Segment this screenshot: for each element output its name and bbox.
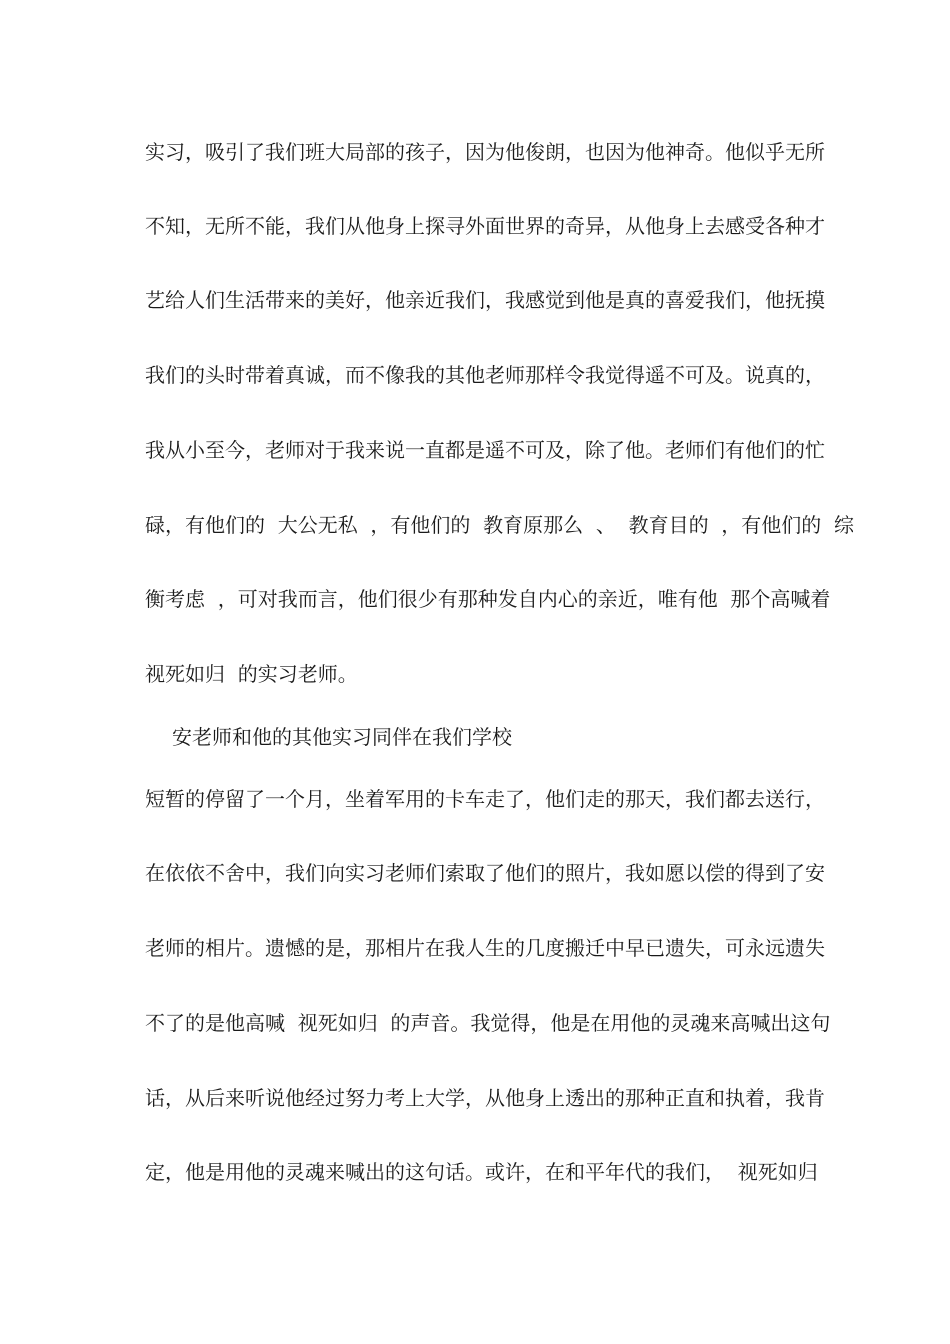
text-line: 不知，无所不能，我们从他身上探寻外面世界的奇异，从他身上去感受各种才 (145, 214, 825, 238)
text-line: 短暂的停留了一个月，坐着军用的卡车走了，他们走的那天，我们都去送行， (145, 787, 825, 811)
text-line: 实习，吸引了我们班大局部的孩子，因为他俊朗，也因为他神奇。他似乎无所 (145, 140, 825, 164)
text-line: 衡考虑 ，可对我而言，他们很少有那种发自内心的亲近，唯有他 那个高喊着 (145, 587, 831, 611)
text-line: 在依依不舍中，我们向实习老师们索取了他们的照片，我如愿以偿的得到了安 (145, 861, 825, 885)
text-line: 我们的头时带着真诚，而不像我的其他老师那样令我觉得遥不可及。说真的， (145, 363, 825, 387)
paragraph-first-line: 安老师和他的其他实习同伴在我们学校 (172, 725, 512, 749)
text-line: 定，他是用他的灵魂来喊出的这句话。或许，在和平年代的我们， 视死如归 (145, 1160, 818, 1184)
text-line: 碌，有他们的 大公无私 ，有他们的 教育原那么 、 教育目的 ，有他们的 综 (145, 513, 855, 537)
text-line: 老师的相片。遗憾的是，那相片在我人生的几度搬迁中早已遗失，可永远遗失 (145, 936, 825, 960)
text-line: 我从小至今，老师对于我来说一直都是遥不可及，除了他。老师们有他们的忙 (145, 438, 825, 462)
text-line: 视死如归 的实习老师。 (145, 662, 358, 686)
text-line: 话，从后来听说他经过努力考上大学，从他身上透出的那种正直和执着，我肯 (145, 1086, 825, 1110)
text-line: 艺给人们生活带来的美好，他亲近我们，我感觉到他是真的喜爱我们，他抚摸 (145, 288, 825, 312)
text-line: 不了的是他高喊 视死如归 的声音。我觉得，他是在用他的灵魂来高喊出这句 (145, 1011, 831, 1035)
